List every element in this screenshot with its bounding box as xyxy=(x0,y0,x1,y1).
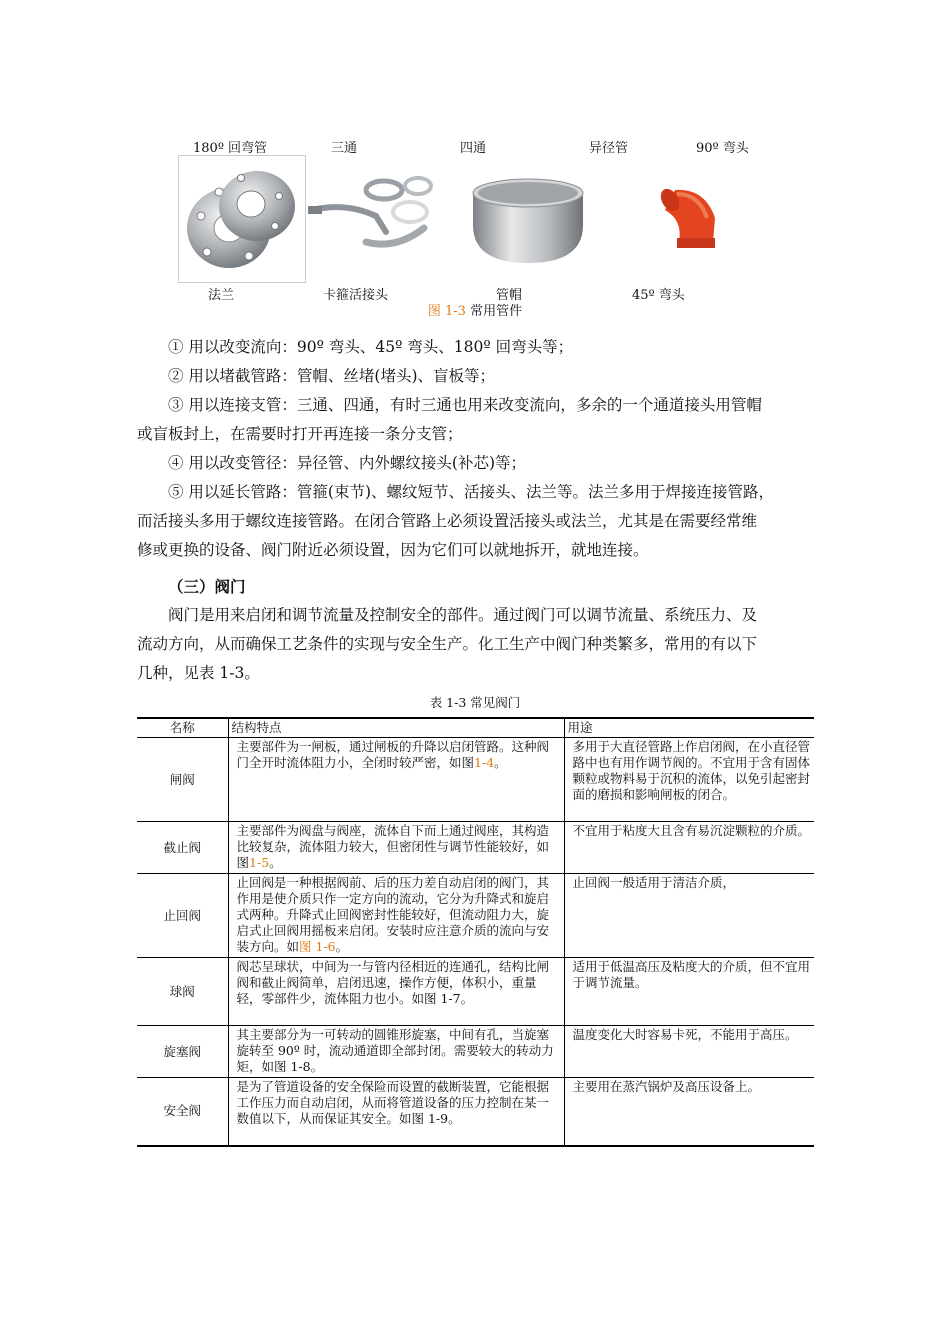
figure-caption-text: 常用管件 xyxy=(470,304,523,319)
table-row xyxy=(137,958,814,1026)
table-row xyxy=(137,1026,814,1078)
valve-feature xyxy=(228,822,564,874)
valve-feature: 其主要部分为一可转动的圆锥形旋塞，中间有孔，当旋塞旋转至 90º 时，流动通道即全部封闭。需要较大的转动力矩，如图 1-8。 xyxy=(228,1026,564,1078)
header-use: 用途 xyxy=(564,718,814,738)
header-feature: 结构特点 xyxy=(228,718,564,738)
table-row xyxy=(137,822,814,874)
valve-name: 闸阀 xyxy=(137,738,228,822)
figure-label-180-bend: 180º 回弯管 xyxy=(193,141,268,156)
valve-feature xyxy=(228,738,564,822)
table-header-row xyxy=(137,718,814,738)
feature-text: 主要部件为一闸板，通过闸板的升降以启闭管路。这种阀门全开时流体阻力小，全闭时较严密，如图 xyxy=(236,739,550,770)
paragraph-line: 流动方向，从而确保工艺条件的实现与安全生产。化工生产中阀门种类繁多，常用的有以下 xyxy=(137,635,758,653)
valves-table xyxy=(137,717,814,1147)
fittings-usage-list xyxy=(137,333,817,565)
feature-text: 止回阀是一种根据阀前、后的压力差自动启闭的阀门，其作用是使介质只作一定方向的流动，它分为升降式和旋启式两种。升降式止回阀密封性能较好，但流动阻力大，旋启式止回阀用摇板来启闭。安装时应注意介质的流向与安装方向。如 xyxy=(236,875,550,954)
pipe-cap-image xyxy=(469,175,587,265)
feature-tail: 。 xyxy=(494,755,507,770)
figure-label-clamp-union: 卡箍活接头 xyxy=(323,288,389,303)
figure-label-cross: 四通 xyxy=(460,141,487,156)
valve-feature: 是为了管道设备的安全保险而设置的截断装置，它能根据工作压力而自动启闭，从而将管道设备的压力控制在某一数值以下，从而保证其安全。如图 1-9。 xyxy=(228,1078,564,1146)
figure-caption xyxy=(0,300,950,319)
header-name: 名称 xyxy=(137,718,228,738)
valve-use: 主要用在蒸汽锅炉及高压设备上。 xyxy=(564,1078,814,1146)
list-item: ② 用以堵截管路：管帽、丝堵(堵头)、盲板等； xyxy=(168,367,496,385)
valve-name: 止回阀 xyxy=(137,874,228,958)
valve-name: 旋塞阀 xyxy=(137,1026,228,1078)
paragraph-line: 几种，见表 1-3。 xyxy=(137,664,260,682)
figure-ref: 图 1-6 xyxy=(299,939,336,954)
valve-feature: 阀芯呈球状，中间为一与管内径相近的连通孔，结构比闸阀和截止阀简单，启闭迅速，操作方便，体积小，重量轻，零部件少，流体阻力也小。如图 1-7。 xyxy=(228,958,564,1026)
table-title: 表 1-3 常见阀门 xyxy=(429,695,521,710)
table-row xyxy=(137,738,814,822)
list-item: ① 用以改变流向：90º 弯头、45º 弯头、180º 回弯头等； xyxy=(168,338,574,356)
valve-name: 安全阀 xyxy=(137,1078,228,1146)
figure-label-tee: 三通 xyxy=(331,141,358,156)
feature-tail: 。 xyxy=(269,855,282,870)
valve-use: 多用于大直径管路上作启闭阀，在小直径管路中也有用作调节阀的。不宜用于含有固体颗粒或物料易于沉积的流体，以免引起密封面的磨损和影响闸板的闭合。 xyxy=(564,738,814,822)
feature-tail: 。 xyxy=(335,939,349,954)
figure-label-flange: 法兰 xyxy=(208,288,235,303)
list-item-continuation: 或盲板封上，在需要时打开再连接一条分支管； xyxy=(137,425,463,443)
table-row xyxy=(137,1078,814,1146)
valve-feature xyxy=(228,874,564,958)
elbow-45-image xyxy=(655,180,725,255)
valve-use: 温度变化大时容易卡死，不能用于高压。 xyxy=(564,1026,814,1078)
paragraph-line: 阀门是用来启闭和调节流量及控制安全的部件。通过阀门可以调节流量、系统压力、及 xyxy=(168,606,758,624)
section-heading: （三）阀门 xyxy=(168,577,246,596)
table-row xyxy=(137,874,814,958)
valve-name: 球阀 xyxy=(137,958,228,1026)
valve-name: 截止阀 xyxy=(137,822,228,874)
valve-use: 适用于低温高压及粘度大的介质，但不宜用于调节流量。 xyxy=(564,958,814,1026)
list-item-continuation: 而活接头多用于螺纹连接管路。在闭合管路上必须设置活接头或法兰，尤其是在需要经常维 xyxy=(137,512,758,530)
figure-label-pipe-cap: 管帽 xyxy=(496,288,523,303)
valves-section xyxy=(137,572,817,688)
flange-image xyxy=(178,155,306,283)
clamp-union-image xyxy=(306,170,436,265)
figure-caption-ref: 图 1-3 xyxy=(427,304,466,319)
list-item-continuation: 修或更换的设备、阀门附近必须设置，因为它们可以就地拆开，就地连接。 xyxy=(137,541,649,559)
valve-use: 不宜用于粘度大且含有易沉淀颗粒的介质。 xyxy=(564,822,814,874)
list-item: ③ 用以连接支管：三通、四通，有时三通也用来改变流向，多余的一个通道接头用管帽 xyxy=(168,396,762,414)
figure-ref: 1-5 xyxy=(249,855,270,870)
list-item: ⑤ 用以延长管路：管箍(束节)、螺纹短节、活接头、法兰等。法兰多用于焊接连接管路， xyxy=(168,483,775,501)
figure-label-45-elbow: 45º 弯头 xyxy=(632,288,685,303)
feature-text: 主要部件为阀盘与阀座，流体自下而上通过阀座，其构造比较复杂，流体阻力较大，但密闭性与调节性能较好，如图 xyxy=(236,823,550,870)
valve-use: 止回阀一般适用于清洁介质， xyxy=(564,874,814,958)
figure-label-90-elbow: 90º 弯头 xyxy=(696,141,749,156)
figure-ref: 1-4 xyxy=(474,755,495,770)
list-item: ④ 用以改变管径：异径管、内外螺纹接头(补芯)等； xyxy=(168,454,527,472)
figure-label-reducer: 异径管 xyxy=(589,141,629,156)
